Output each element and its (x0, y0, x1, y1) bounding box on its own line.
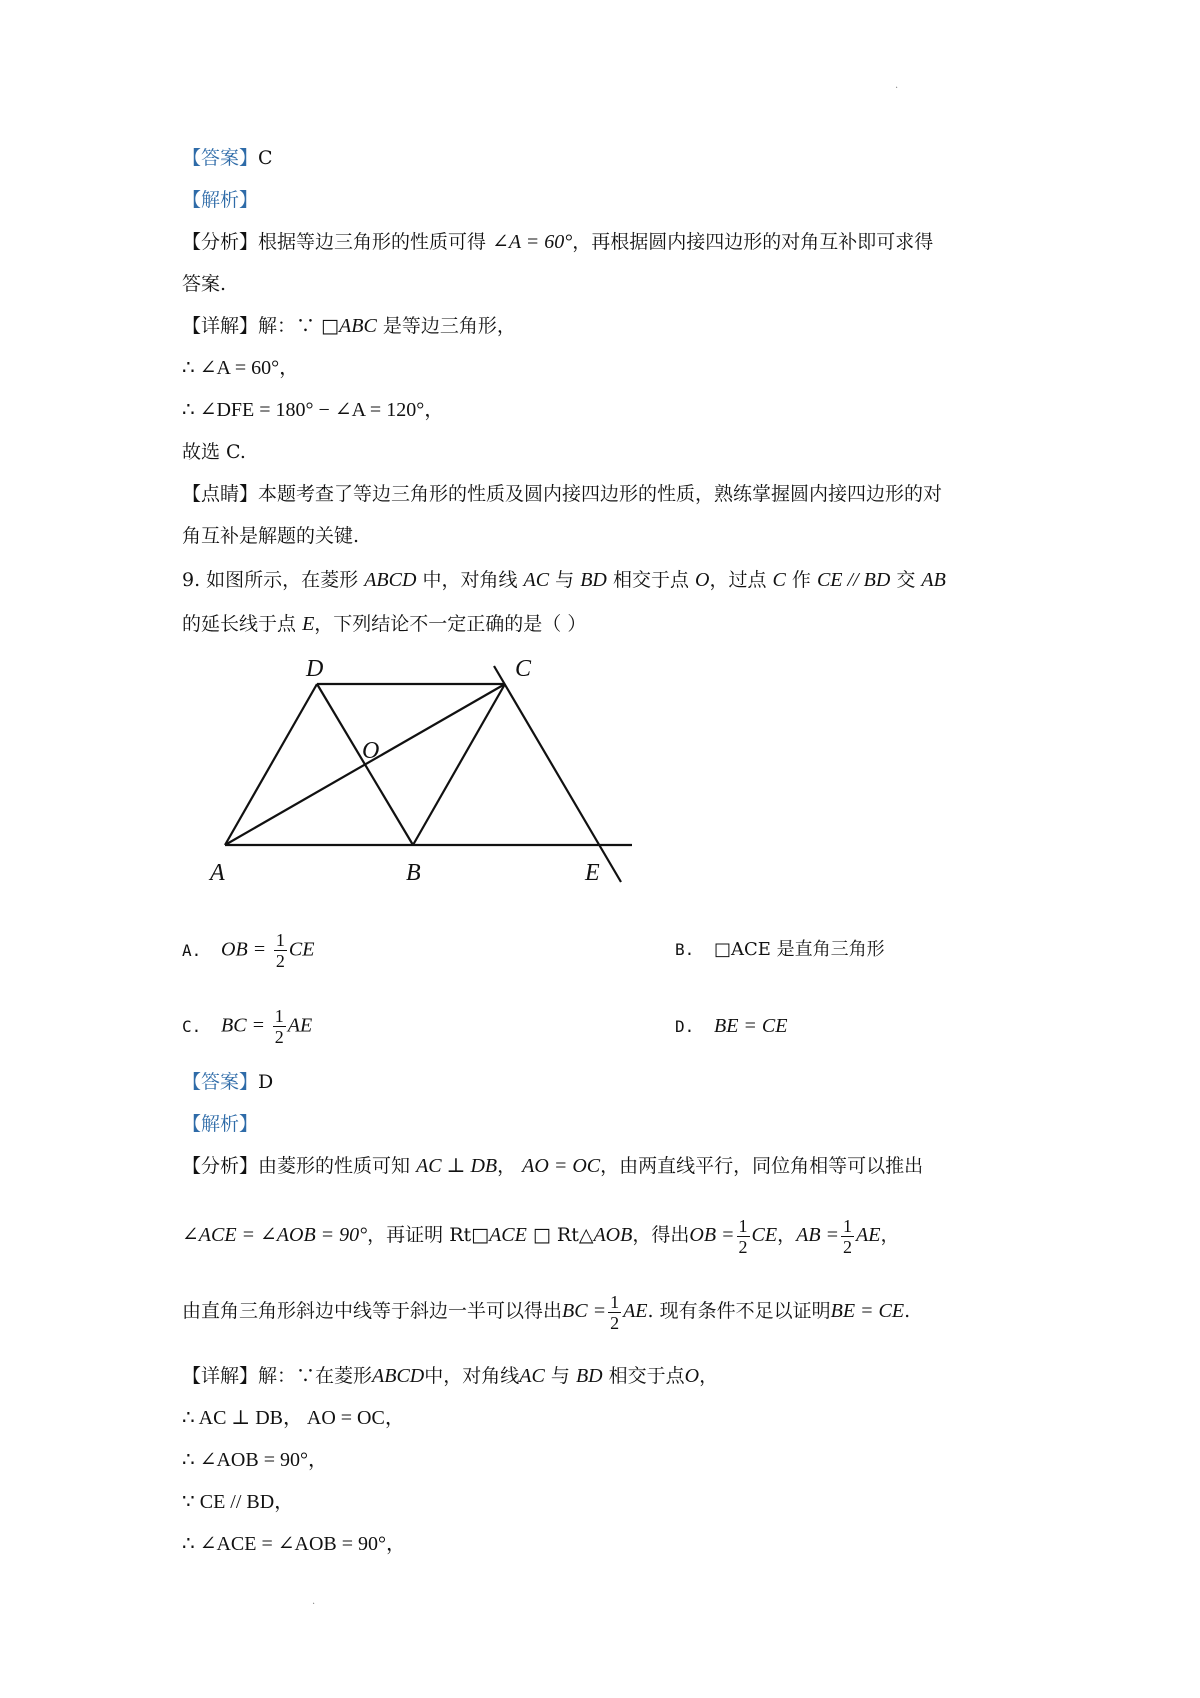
math: O (684, 1365, 700, 1387)
math: AOB (593, 1224, 633, 1246)
denominator: 2 (843, 1236, 853, 1257)
math: AE (856, 1224, 881, 1246)
math: AB (921, 569, 946, 591)
q9-step1: ∴ AC ⊥ DB， AO = OC， (182, 1407, 405, 1429)
text: . 现有条件不足以证明 (647, 1300, 831, 1322)
q9-answer-line (182, 1068, 273, 1096)
text: ，得出 (632, 1224, 690, 1246)
denominator: 2 (275, 951, 285, 971)
option-label: A. (182, 940, 202, 960)
text: 解：∵在菱形 (258, 1365, 373, 1387)
math: CE // BD (816, 569, 891, 591)
math: BC = (221, 1014, 266, 1037)
text: 与 (550, 1365, 570, 1387)
q9-step2: ∴ ∠AOB = 90°， (182, 1449, 328, 1471)
math: E (302, 613, 315, 635)
numerator: 1 (274, 1006, 284, 1026)
text: 的延长线于点 (182, 613, 297, 635)
math: O (695, 569, 710, 591)
math: OB = (221, 938, 267, 961)
math: AC (523, 569, 550, 591)
text: ， (497, 1155, 517, 1177)
math: ABCD (364, 569, 417, 591)
math: C (772, 569, 786, 591)
math: CE (288, 938, 315, 961)
text: ，过点 (709, 569, 767, 591)
text: ，下列结论不一定正确的是（ ） (314, 613, 587, 635)
q9-analysis-tag: 【解析】 (182, 1113, 259, 1135)
math: CE (751, 1224, 778, 1246)
text: 交 (896, 569, 916, 591)
scan-dot-bottom: . (312, 1596, 316, 1607)
q9-analysis-line2 (182, 1212, 900, 1258)
option-label: B. (675, 940, 695, 959)
q8-step1: ∴ ∠A = 60°， (182, 357, 300, 379)
math: AC (519, 1365, 545, 1387)
answer-value: D (258, 1071, 274, 1093)
denominator: 2 (738, 1236, 748, 1257)
math: ∠ACE = ∠AOB = 90° (182, 1224, 368, 1246)
q9-step3: ∵ CE // BD， (182, 1491, 295, 1513)
option-label: C. (182, 1016, 202, 1036)
math: BC = (562, 1300, 607, 1322)
segment-AD (225, 684, 317, 845)
text: 作 (791, 569, 811, 591)
text: 9. 如图所示，在菱形 (182, 569, 359, 591)
q9-step4: ∴ ∠ACE = ∠AOB = 90°， (182, 1533, 407, 1555)
math: BD (580, 569, 607, 591)
label-O: O (362, 738, 380, 764)
label-E: E (585, 860, 600, 886)
option-a (182, 930, 314, 971)
math: AE (287, 1014, 313, 1037)
text: 本题考查了等边三角形的性质及圆内接四边形的性质，熟练掌握圆内接四边形的对 (258, 483, 943, 505)
section-tag: 【点睛】 (182, 483, 259, 505)
line-CE (494, 666, 621, 882)
q8-step3: 故选 C. (182, 441, 246, 463)
text: 由菱形的性质可知 (258, 1155, 411, 1177)
math: ACE (489, 1224, 527, 1246)
answer-tag: 【答案】 (182, 1071, 259, 1093)
math: AE (623, 1300, 648, 1322)
text: 中，对角线 (422, 569, 518, 591)
numerator: 1 (610, 1291, 620, 1312)
math: AC ⊥ DB (416, 1155, 498, 1177)
math: BD (575, 1365, 603, 1387)
segment-CB (413, 684, 505, 845)
math: ABCD (372, 1365, 425, 1387)
denominator: 2 (274, 1027, 284, 1047)
label-C: C (515, 656, 532, 682)
numerator: 1 (843, 1215, 853, 1236)
math: BE = CE (830, 1300, 905, 1322)
label-A: A (210, 860, 225, 886)
text: ，再证明 Rt□ (367, 1224, 490, 1246)
math: ABC (339, 315, 377, 337)
text: ， (699, 1365, 719, 1387)
text: ，再根据圆内接四边形的对角互补即可求得 (572, 231, 934, 253)
text: ， (880, 1224, 900, 1246)
option-label: D. (675, 1017, 695, 1036)
text: 由直角三角形斜边中线等于斜边一半可以得出 (182, 1300, 563, 1322)
q8-step2: ∴ ∠DFE = 180° − ∠A = 120°， (182, 399, 445, 421)
section-tag: 【详解】 (182, 1365, 259, 1387)
answer-tag: 【答案】 (182, 147, 259, 169)
text: 是等边三角形， (376, 315, 516, 337)
text: 相交于点 (612, 569, 689, 591)
text: 根据等边三角形的性质可得 (258, 231, 487, 253)
q8-analysis-tag: 【解析】 (182, 189, 259, 211)
option-text: □ACE 是直角三角形 (714, 939, 885, 960)
math: ∠A = 60° (492, 231, 573, 253)
math: OB = (689, 1224, 735, 1246)
option-b (675, 936, 885, 964)
q8-comment-line2: 角互补是解题的关键. (182, 525, 360, 547)
text: 相交于点 (608, 1365, 685, 1387)
fraction (274, 930, 287, 971)
numerator: 1 (738, 1215, 748, 1236)
text: ， (777, 1224, 797, 1246)
scan-dot-top: . (895, 80, 899, 91)
section-tag: 【分析】 (182, 1155, 259, 1177)
math: AB = (796, 1224, 840, 1246)
label-B: B (406, 860, 421, 886)
math: BE = CE (714, 1015, 788, 1037)
text: □ Rt△ (526, 1224, 594, 1246)
text: 中，对角线 (424, 1365, 520, 1387)
text: ，由两直线平行，同位角相等可以推出 (600, 1155, 924, 1177)
fraction (608, 1292, 621, 1333)
q9-analysis-line3 (182, 1288, 910, 1334)
diagonal-DB (317, 684, 413, 845)
section-tag: 【详解】 (182, 315, 259, 337)
fraction (273, 1006, 286, 1047)
numerator: 1 (275, 930, 285, 950)
text: 解：∵ □ (258, 315, 340, 337)
section-tag: 【分析】 (182, 231, 259, 253)
answer-value: C (258, 147, 273, 169)
math: AO = OC (522, 1155, 601, 1177)
label-D: D (306, 656, 324, 682)
option-d (675, 1012, 788, 1041)
fraction (841, 1216, 854, 1257)
text: 与 (555, 569, 575, 591)
q9-analysis-line1 (182, 1152, 923, 1180)
fraction (737, 1216, 750, 1257)
q8-analysis-line2: 答案. (182, 273, 227, 295)
option-c (182, 1006, 312, 1047)
text: . (904, 1300, 911, 1322)
q9-detail-line1 (182, 1362, 718, 1390)
denominator: 2 (610, 1312, 620, 1333)
